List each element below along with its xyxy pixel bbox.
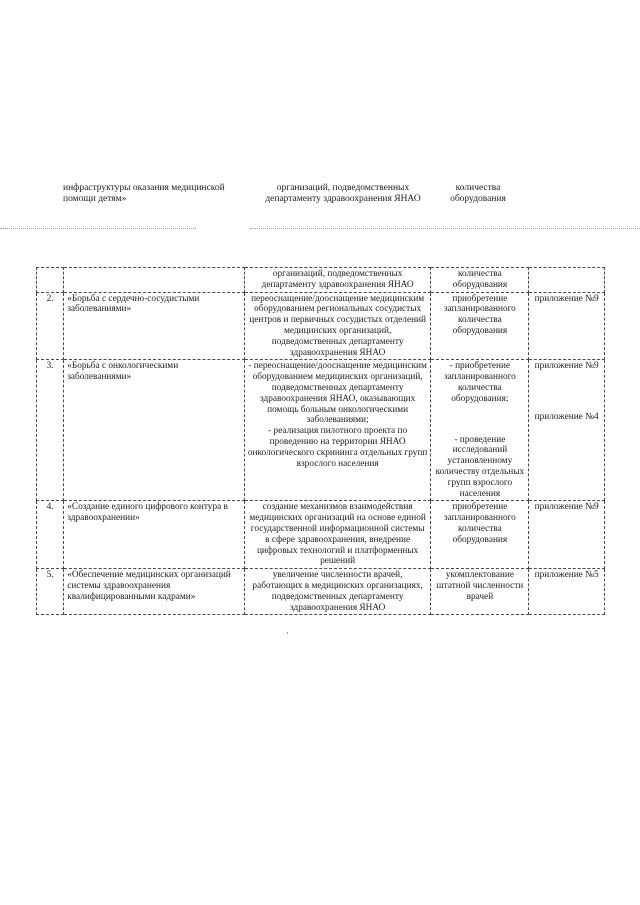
project-appendix: приложение №5 (529, 569, 605, 615)
project-name (64, 268, 245, 293)
project-appendix: приложение №9 (529, 501, 605, 569)
project-result: укомплектование штатной численности врачей (431, 569, 529, 615)
fragment-result: количества оборудования (450, 183, 506, 204)
project-measure: создание механизмов взаимодействия медицинских организаций на основе единой государственной информационной системы в сфере здравоохранения, внедрение цифровых технологий и платформенных решений (244, 501, 431, 569)
project-measure: организаций, подведомственных департаменту здравоохранения ЯНАО (244, 268, 431, 293)
row-number: 3. (37, 360, 64, 501)
fragment-measure: организаций, подведомственных департаменту здравоохранения ЯНАО (265, 183, 421, 204)
project-measure: переоснащение/дооснащение медицинским оборудованием региональных сосудистых центров и первичных сосудистых отделений медицинских организаций, подведомственных департаменту здравоохранения ЯНАО (244, 292, 431, 360)
result-item: - проведение исследований установленному количеству отдельных групп взрослого населения (435, 434, 525, 499)
project-appendix (529, 268, 605, 293)
project-result: количества оборудования (431, 268, 529, 293)
row-number (37, 268, 64, 293)
project-name: «Борьба с сердечно-сосудистыми заболеваниями» (64, 292, 245, 360)
appendix-gap (532, 372, 601, 402)
table-row (37, 501, 605, 569)
projects-table (36, 267, 605, 615)
project-name: «Создание единого цифрового контура в здравоохранении» (64, 501, 245, 569)
appendix-gap-2 (532, 402, 601, 412)
project-measure (244, 360, 431, 501)
appendix-item: приложение №9 (534, 361, 599, 372)
project-name: «Обеспечение медицинских организаций системы здравоохранения квалифицированными кадрами» (64, 569, 245, 615)
project-result: приобретение запланированного количества оборудования (431, 292, 529, 360)
appendix-item: приложение №4 (534, 412, 599, 423)
table-row (37, 268, 605, 293)
measure-item: - реализация пилотного проекта по проведению на территории ЯНАО онкологического скрининга отдельных групп взрослого населения (247, 426, 428, 469)
row-number: 5. (37, 569, 64, 615)
fragment-project-name: инфраструктуры оказания медицинской помощи детям» (63, 183, 225, 204)
project-appendix (529, 360, 605, 501)
scan-artifact (287, 632, 288, 634)
page-break-line-left (0, 228, 196, 229)
table-row (37, 360, 605, 501)
measure-item: - переоснащение/дооснащение медицинским оборудованием медицинских организаций, подведомственных департаменту здравоохранения ЯНАО, оказывающих помощь больным онкологическими заболеваниями; (248, 361, 427, 426)
project-result (431, 360, 529, 501)
row-number: 4. (37, 501, 64, 569)
result-item: - приобретение запланированного количества оборудования; (443, 361, 516, 404)
table-row (37, 569, 605, 615)
page-break-line-right (250, 228, 640, 229)
project-measure: увеличение численности врачей, работающих в медицинских организациях, подведомственных департаменту здравоохранения ЯНАО (244, 569, 431, 615)
project-result: приобретение запланированного количества оборудования (431, 501, 529, 569)
table-row (37, 292, 605, 360)
result-gap (434, 405, 525, 435)
row-number: 2. (37, 292, 64, 360)
project-name: «Борьба с онкологическими заболеваниями» (64, 360, 245, 501)
project-appendix: приложение №9 (529, 292, 605, 360)
